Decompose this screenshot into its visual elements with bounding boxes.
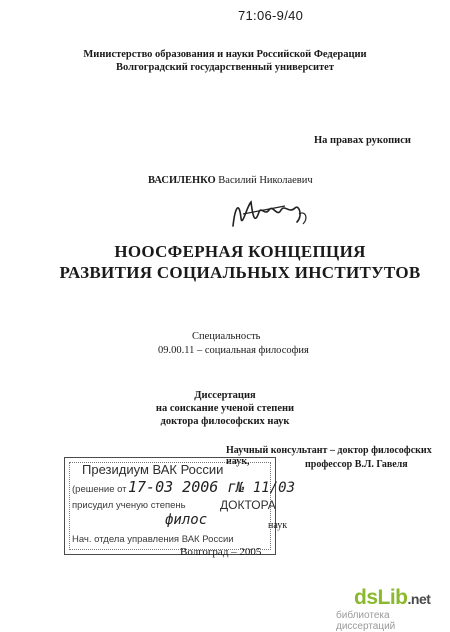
dissertation-degree: доктора философских наук	[160, 416, 290, 427]
stamp-handwritten-field: филос	[165, 512, 208, 528]
stamp-degree-label: присудил ученую степень	[72, 500, 186, 511]
stamp-nauk: наук	[268, 520, 288, 531]
dissertation-title-line1: НООСФЕРНАЯ КОНЦЕПЦИЯ	[114, 242, 366, 261]
consultant-line1: Научный консультант – доктор философских наук,	[226, 445, 432, 467]
specialty-value: 09.00.11 – социальная философия	[158, 345, 309, 356]
dissertation-title-line2: РАЗВИТИЯ СОЦИАЛЬНЫХ ИНСТИТУТОВ	[59, 263, 421, 282]
dslib-logo-text: dsLib	[354, 586, 408, 609]
university-name: Волгоградский государственный университет	[116, 62, 334, 73]
stamp-handwritten-date: 17-03 2006 г.	[128, 478, 246, 496]
stamp-department-label: Нач. отдела управления ВАК России	[72, 534, 234, 545]
dissertation-purpose: на соискание ученой степени	[155, 403, 295, 414]
stamp-degree: ДОКТОРА	[220, 498, 276, 512]
dslib-subtitle: библиотека диссертаций	[336, 610, 396, 632]
author-surname: ВАСИЛЕНКО	[148, 175, 216, 186]
author-name	[148, 175, 313, 186]
city-year: Волгоград – 2005	[180, 546, 262, 558]
ministry-name: Министерство образования и науки Российской Федерации	[83, 49, 367, 60]
dslib-logo-tld: .net	[407, 591, 431, 607]
specialty-label: Специальность	[192, 331, 261, 342]
rights-note: На правах рукописи	[314, 135, 411, 146]
stamp-title: Президиум ВАК России	[82, 462, 224, 477]
archive-code: 71:06-9/40	[238, 8, 304, 23]
stamp-decision-label: (решение от	[72, 484, 127, 495]
consultant-line2: профессор В.Л. Гавеля	[305, 459, 408, 470]
author-signature	[225, 188, 315, 243]
author-given-names: Василий Николаевич	[218, 175, 313, 186]
stamp-handwritten-number: № 11/03	[236, 480, 296, 496]
dissertation-type: Диссертация	[194, 390, 256, 401]
dslib-logo	[354, 586, 430, 610]
